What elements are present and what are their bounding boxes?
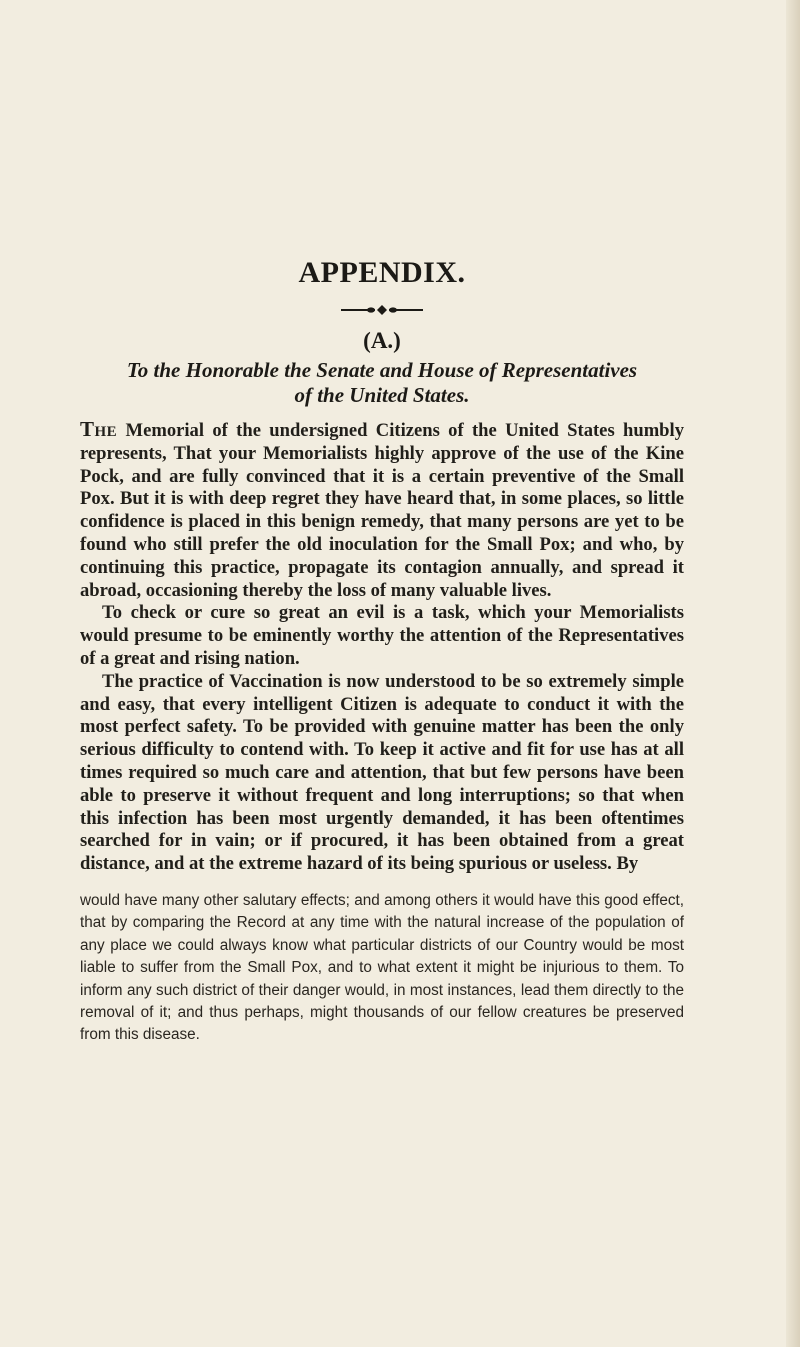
section-label: (A.) bbox=[363, 328, 401, 353]
lead-word: The bbox=[80, 417, 118, 441]
memorial-paragraph-3: The practice of Vaccination is now understood to be so extremely simple and easy, that every intelligent Citizen is adequate to conduct it with the most perfect safety. To be provided with genuine matter has been the only serious difficulty to contend with. To keep it active and fit for use has at all times required so much care and attention, that but few persons have been able to preserve it without frequent and long interruptions; so that when this infection has been most urgently demanded, it has been oftentimes searched for in vain; or if procured, it has been obtained from a great distance, and at the extreme hazard of its being spurious or useless. By bbox=[80, 670, 684, 875]
footnote-text: would have many other salutary effects; and among others it would have this good effect, that by comparing the Record at any time with the natural increase of the population of any place we could always know what particular districts of our Country would be most liable to suffer from the Small Pox, and to what extent it might be injurious to them. To inform any such district of their danger would, in most instances, lead them directly to the removal of it; and thus perhaps, might thousands of our fellow creatures be preserved from this disease. bbox=[80, 891, 684, 1044]
paragraph-1-text: Memorial of the undersigned Citizens of the United States humbly represents, That your Memorialists highly approve of the use of the Kine Pock, and are fully convinced that it is a certain preventive of the Small Pox. But it is with deep regret they have heard that, in some places, so little confidence is placed in this benign remedy, that many persons are yet to be found who still prefer the old inoculation for the Small Pox; and who, by continuing this practice, propagate its contagion annually, and spread it abroad, occasioning thereby the loss of many valuable lives. bbox=[80, 420, 684, 601]
memorial-body bbox=[80, 418, 684, 876]
address-line-1: To the Honorable the Senate and House of Representatives bbox=[126, 358, 638, 382]
appendix-heading: APPENDIX. bbox=[298, 256, 466, 289]
memorial-address bbox=[80, 358, 684, 408]
memorial-paragraph-2: To check or cure so great an evil is a task, which your Memorialists would presume to be eminently worthy the attention of the Representatives of a great and rising nation. bbox=[80, 602, 684, 669]
memorial-paragraph-1 bbox=[80, 418, 684, 602]
document-page bbox=[80, 256, 684, 1047]
address-line-2: of the United States. bbox=[294, 383, 470, 407]
page-edge bbox=[786, 0, 800, 1347]
ornament-divider-icon bbox=[337, 304, 427, 316]
